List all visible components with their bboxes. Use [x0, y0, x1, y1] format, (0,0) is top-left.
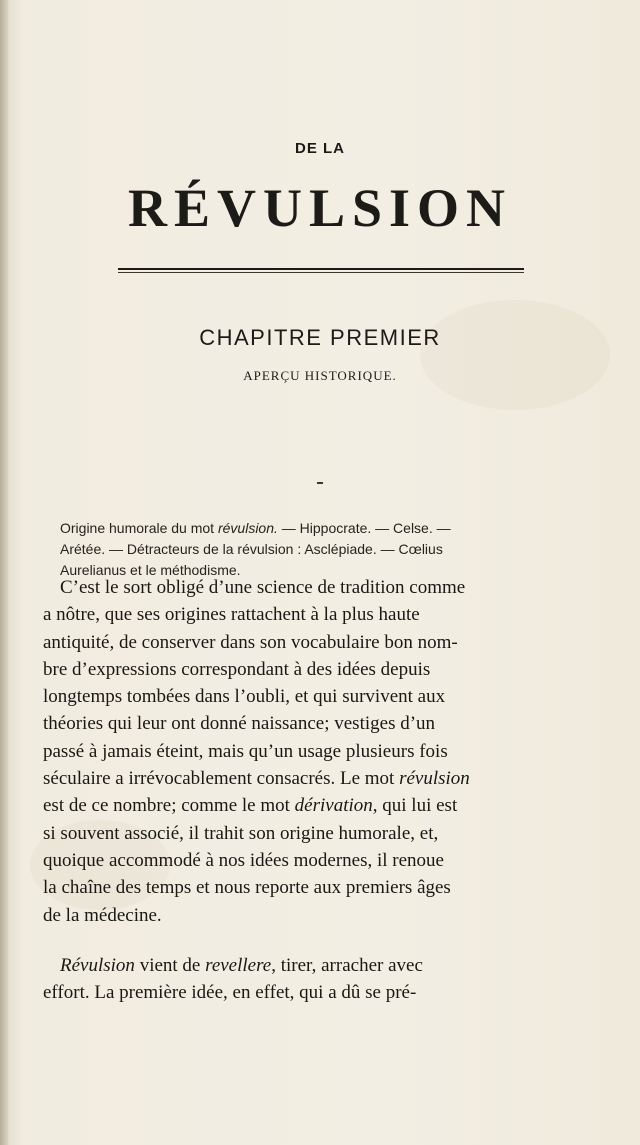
- text-line: quoique accommodé à nos idées modernes, il renoue: [43, 849, 444, 871]
- summary-line: Origine humorale du mot révulsion. — Hippocrate. — Celse. —: [60, 520, 451, 536]
- title-prefix: DE LA: [295, 140, 345, 157]
- title-rule-thin: [118, 272, 524, 273]
- text-line: de la médecine.: [43, 904, 162, 926]
- text-line: bre d’expressions correspondant à des idées depuis: [43, 658, 431, 680]
- text-line: la chaîne des temps et nous reporte aux premiers âges: [43, 877, 451, 899]
- main-title: RÉVULSION: [127, 178, 513, 238]
- title-rule-thick: [118, 268, 524, 270]
- text-line: passé à jamais éteint, mais qu’un usage plusieurs fois: [43, 740, 448, 762]
- text-line: antiquité, de conserver dans son vocabulaire bon nom-: [43, 631, 458, 653]
- paper-stain: [420, 300, 610, 410]
- text-line: si souvent associé, il trahit son origine humorale, et,: [43, 822, 439, 844]
- text-line: longtemps tombées dans l’oubli, et qui survivent aux: [43, 686, 446, 708]
- italic-term: révulsion: [399, 768, 470, 790]
- text-line: C’est le sort obligé d’une science de tradition comme: [60, 577, 466, 598]
- chapter-subtitle: APERÇU HISTORIQUE.: [243, 368, 397, 383]
- text-line: théories qui leur ont donné naissance; vestiges d’un: [43, 713, 436, 735]
- chapter-summary: [60, 518, 620, 581]
- summary-emphasis: révulsion.: [217, 520, 278, 536]
- italic-term: revellere: [205, 955, 272, 976]
- italic-term: Révulsion: [60, 955, 135, 976]
- paragraph-2: [43, 952, 618, 1007]
- text-line: est de ce nombre; comme le mot dérivation, qui lui est: [43, 795, 458, 817]
- text-line: Révulsion vient de revellere, tirer, arracher avec: [60, 955, 423, 976]
- section-mark: [317, 482, 323, 484]
- text-line: séculaire a irrévocablement consacrés. Le mot révulsion: [43, 768, 470, 790]
- text-line: a nôtre, que ses origines rattachent à la plus haute: [43, 604, 420, 626]
- summary-line: Arétée. — Détracteurs de la révulsion : Asclépiade. — Cœlius: [60, 541, 443, 557]
- italic-term: dérivation: [294, 795, 373, 817]
- chapter-heading: CHAPITRE PREMIER: [199, 325, 441, 350]
- paragraph-1: [43, 574, 618, 929]
- summary-line: Aurelianus et le méthodisme.: [60, 562, 241, 578]
- text-line: effort. La première idée, en effet, qui a dû se pré-: [43, 982, 417, 1004]
- page-spine-shadow: [0, 0, 8, 1145]
